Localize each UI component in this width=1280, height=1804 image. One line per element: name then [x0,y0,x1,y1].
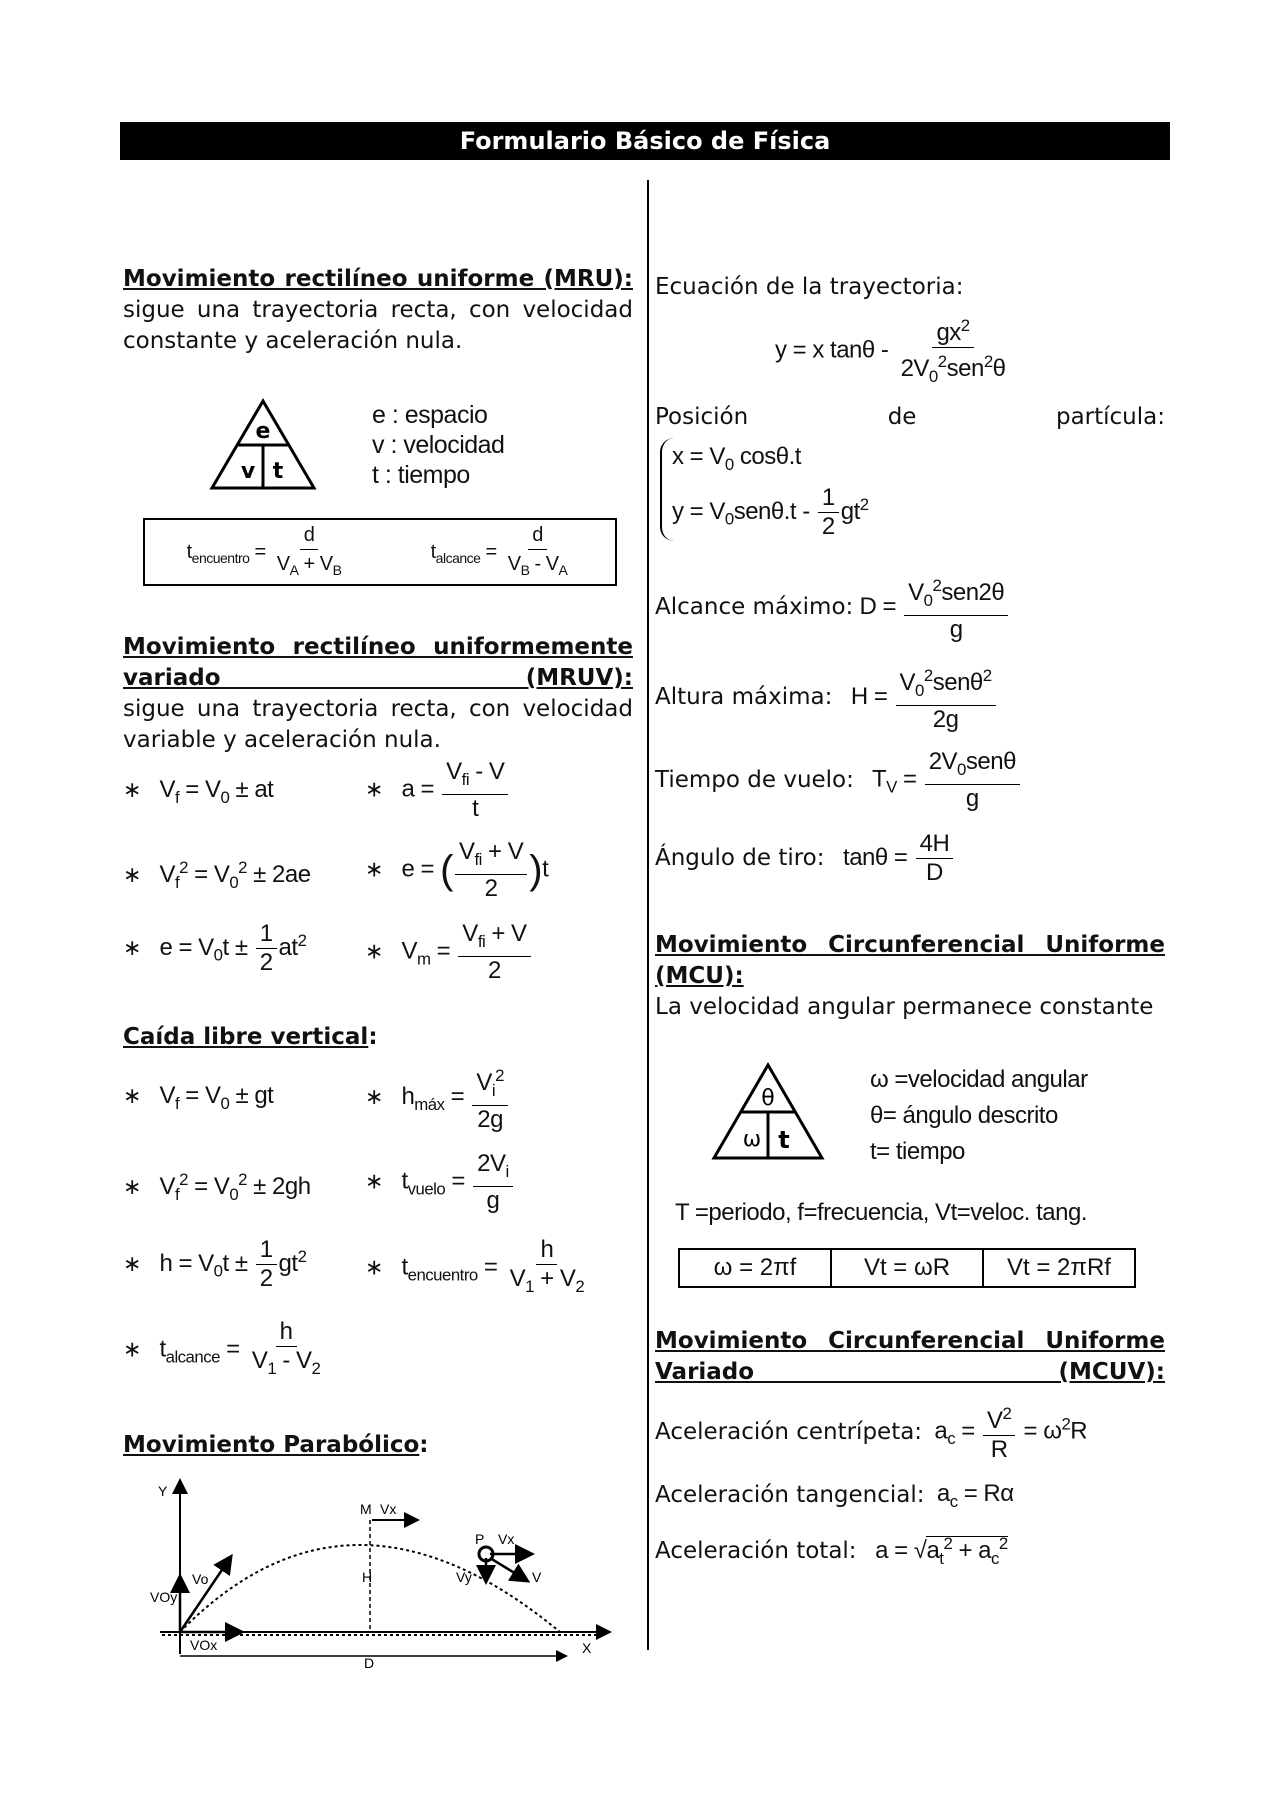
caida-formula-5: ∗ $h = V_0t$ ± $\frac{1}{2}$ $gt^2$ [123,1236,307,1292]
t-alcance-formula: $t_{alcance}$ = $\frac{d}{V_B - V_A}$ [431,521,574,584]
mcu-legend-item: t= tiempo [870,1138,965,1165]
total-formula: $a = √a_t^2 + a_c^2$ [856,1534,1008,1568]
mcu-section [655,930,1165,1023]
mcu-legend-item: ω =velocidad angular [870,1066,1088,1093]
mcu-formula-table [678,1248,1136,1288]
mruv-section [123,632,633,756]
mcuv-heading: Movimiento Circunferencial Uniforme Variado (MCUV): [655,1328,1165,1385]
mru-legend-item: e : espacio [372,401,488,429]
alcance-label: Alcance máximo: [655,594,854,621]
mru-description: sigue una trayectoria recta, con velocidad constante y aceleración nula. [123,297,633,354]
mru-formula-box [143,518,617,586]
altura-row [655,662,998,734]
page-title: Formulario Básico de Física [120,122,1170,160]
caida-colon: : [368,1024,378,1050]
mruv-formula-3: ∗ $V_f^2 = V_0^2 \pm 2ae$ [123,858,311,892]
caida-formula-1: ∗ $V_f = V_0$ ± gt [123,1082,274,1113]
mruv-heading: Movimiento rectilíneo uniformemente variado (MRUV): [123,634,633,691]
caida-formula-7: ∗ $t_{alcance}$ = $\frac{h}{V_1 - V_2}$ [123,1318,321,1378]
mcu-table-cell: Vt = ωR [831,1249,983,1287]
mru-legend-item: v : velocidad [372,431,505,459]
mcu-table-cell: ω = 2πf [679,1249,831,1287]
mru-triangle-top: e [255,419,271,444]
altura-formula: H = $\frac{V_0^2sen\theta^2}{2g}$ [832,662,997,734]
diagram-vx-label: Vx [380,1501,397,1517]
mru-section [123,264,633,357]
centripeta-row [655,1400,1087,1464]
centripeta-label: Aceleración centrípeta: [655,1418,923,1445]
tangencial-label: Aceleración tangencial: [655,1482,925,1509]
tiempo-label: Tiempo de vuelo: [655,766,854,793]
mcu-periodo: T =periodo, f=frecuencia, Vt=veloc. tang. [675,1199,1087,1226]
caida-formula-4: ∗ $t_{vuelo}$ = $\frac{2V_i}{g}$ [365,1150,515,1215]
diagram-m-label: M [360,1501,372,1517]
centripeta-formula: $a_c$ = $\frac{V^2}{R}$ = $\omega^2R$ [922,1400,1087,1464]
diagram-vox-label: VOx [190,1637,218,1653]
diagram-x-label: X [582,1640,592,1656]
caida-section [123,1022,378,1053]
mcu-triangle-top: θ [761,1086,775,1111]
mcu-table-cell: Vt = 2πRf [983,1249,1135,1287]
mruv-formula-5: ∗ $e = V_0t$ ± $\frac{1}{2}$ $at^2$ [123,920,307,976]
mcu-triangle-left: ω [742,1127,762,1152]
mru-legend-item: t : tiempo [372,461,470,489]
diagram-p-label: P [475,1531,485,1547]
parabolic-diagram [150,1478,620,1668]
tiempo-row [655,748,1022,813]
total-row [655,1534,1008,1569]
mruv-formula-2: ∗ a = $\frac{V_{fi} - V}{t}$ [365,758,510,823]
caida-formula-3: ∗ $V_f^2 = V_0^2 \pm 2gh$ [123,1170,311,1204]
parabolico-heading: Movimiento Parabólico [123,1432,420,1458]
alcance-formula: D = $\frac{V_0^2sen2\theta}{g}$ [853,572,1010,644]
posicion-formula: $x = V_0$ cosθ.t $y = V_0sen\theta.t$ - $\frac{1}{2}$ $gt^2$ [660,438,869,541]
trayectoria-formula: y = x tanθ - $\frac{gx^2}{2V_0^2sen^2\theta}$ [775,312,1012,391]
angulo-formula: tanθ = $\frac{4H}{D}$ [825,830,956,887]
alcance-row [655,572,1010,644]
column-divider [647,180,649,1650]
tiempo-formula: $T_V$ = $\frac{2V_0sen\theta}{g}$ [854,748,1022,813]
caida-heading: Caída libre vertical [123,1024,369,1050]
altura-label: Altura máxima: [655,684,833,711]
mru-legend [372,400,504,490]
diagram-h-label: H [362,1569,373,1585]
diagram-voy-label: VOy [150,1589,178,1605]
mcu-heading: Movimiento Circunferencial Uniforme (MCU): [655,932,1165,989]
total-label: Aceleración total: [655,1537,857,1564]
mruv-formula-6: ∗ $V_m$ = $\frac{V_{fi} + V}{2}$ [365,920,533,985]
mru-triangle-right: t [272,459,284,484]
mcuv-section [655,1326,1165,1388]
diagram-vx2-label: Vx [498,1531,515,1547]
trayectoria-label: Ecuación de la trayectoria: [655,274,964,300]
angulo-label: Ángulo de tiro: [655,845,825,871]
mcu-triangle-right: t [778,1126,790,1154]
tangencial-row [655,1480,1014,1512]
t-encuentro-formula: $t_{encuentro}$ = $\frac{d}{V_A + V_B}$ [187,521,348,584]
tangencial-formula: $a_c = R\alpha$ [924,1480,1014,1511]
diagram-v-label: V [532,1569,542,1585]
mcu-legend-item: θ= ángulo descrito [870,1102,1058,1129]
diagram-vo-label: Vo [192,1571,209,1587]
caida-formula-2: ∗ $h_{máx}$ = $\frac{V_i^2}{2g}$ [365,1062,510,1134]
diagram-d-label: D [364,1655,375,1668]
mru-triangle-left: v [240,459,256,484]
parabolico-colon: : [419,1432,429,1458]
mru-triangle [208,398,318,492]
mcu-triangle [710,1062,826,1162]
mruv-formula-1: ∗ $V_f = V_0$ ± at [123,776,274,807]
mruv-description: sigue una trayectoria recta, con velocidad variable y aceleración nula. [123,696,633,753]
angulo-row [655,830,955,887]
caida-formula-6: ∗ $t_{encuentro}$ = $\frac{h}{V_1 + V_2}$ [365,1236,585,1296]
mru-heading: Movimiento rectilíneo uniforme (MRU): [123,266,633,292]
mcu-description: La velocidad angular permanece constante [655,994,1154,1020]
posicion-label: Posición de partícula: [655,404,1165,430]
mcu-legend [870,1062,1088,1170]
diagram-vy-label: Vy [456,1569,472,1585]
parabolico-section [123,1430,429,1461]
mruv-formula-4: ∗ e = ( $\frac{V_{fi} + V}{2}$ )t [365,838,549,902]
diagram-y-label: Y [158,1483,168,1499]
